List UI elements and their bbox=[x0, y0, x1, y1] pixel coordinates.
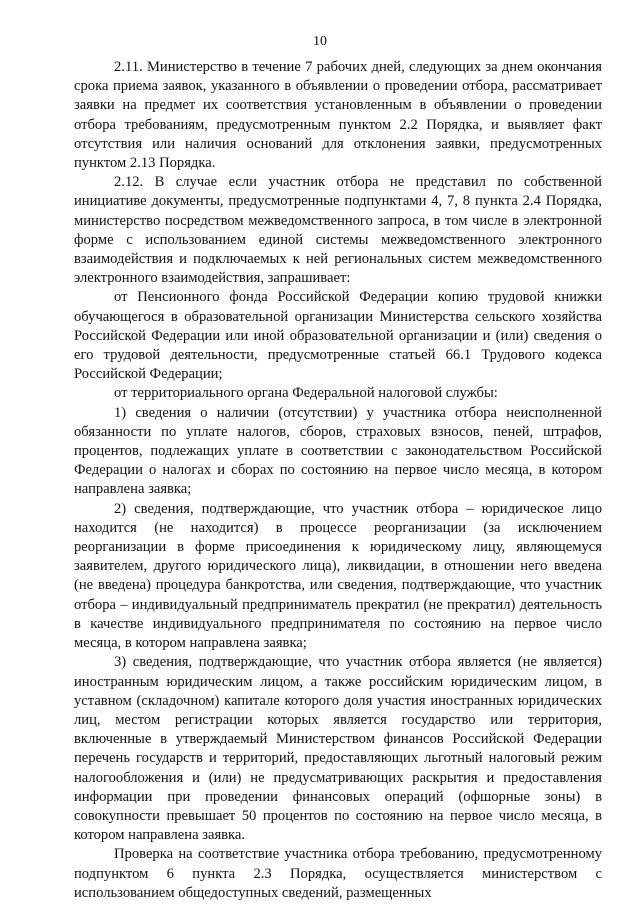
list-item-2-reorganization: 2) сведения, подтверждающие, что участник отбора – юридическое лицо находится (не находится) в процессе реорганизации (за исключением реорганизации в форме присоединения к юридическому лицу, являющемуся заявителем, другого юридического лица), ликвидации, в отношении него введена (не введена) процедура банкротства, или сведения, подтверждающие, что участник отбора – индивидуальный предприниматель прекратил (не прекратил) деятельность в качестве индивидуального предпринимателя по состоянию на первое число месяца, в котором направлена заявка; bbox=[74, 500, 602, 652]
paragraph-tax-service-intro: от территориального органа Федеральной налоговой службы: bbox=[114, 385, 498, 402]
list-item-1-tax-debt: 1) сведения о наличии (отсутствии) у участника отбора неисполненной обязанности по уплате налогов, сборов, страховых взносов, пеней, штрафов, процентов, подлежащих уплате в соответствии с законодательством Российской Федерации о налогах и сборах по состоянию на первое число месяца, в котором направлена заявка; bbox=[74, 404, 602, 498]
list-item-3-foreign-entity: 3) сведения, подтверждающие, что участник отбора является (не является) иностранным юридическим лицом, а также российским юридическим лицом, в уставном (складочном) капитале которого доля участия иностранных юридических лиц, местом регистрации которых является государство или территория, включенные в утверждаемый Министерством финансов Российской Федерации перечень государств и территорий, предоставляющих льготный налоговый режим налогообложения и (или) не предусматривающих раскрытия и предоставления информации при проведении финансовых операций (офшорные зоны) в совокупности превышает 50 процентов по состоянию на первое число месяца, в котором направлена заявка. bbox=[74, 654, 602, 844]
paragraph-2-11: 2.11. Министерство в течение 7 рабочих дней, следующих за днем окончания срока приема заявок, указанного в объявлении о проведении отбора, рассматривает заявки на предмет их соответствия установленным в объявлении о проведении отбора требованиям, предусмотренным пунктом 2.2 Порядка, и выявляет факт отсутствия или наличия оснований для отклонения заявки, предусмотренных пунктом 2.13 Порядка. bbox=[74, 59, 602, 172]
page-number: 10 bbox=[313, 34, 327, 49]
paragraph-pension-fund-request: от Пенсионного фонда Российской Федерации копию трудовой книжки обучающегося в образовательной организации Министерства сельского хозяйства Российской Федерации или иной образовательной организации и (или) сведения о его трудовой деятельности, предусмотренные статьей 66.1 Трудового кодекса Российской Федерации; bbox=[74, 289, 602, 383]
document-body bbox=[74, 58, 602, 903]
paragraph-2-12: 2.12. В случае если участник отбора не представил по собственной инициативе документы, предусмотренные подпунктами 4, 7, 8 пункта 2.4 Порядка, министерство посредством межведомственного запроса, в том числе в электронной форме с использованием единой системы межведомственного электронного взаимодействия и подключаемых к ней региональных систем межведомственного электронного взаимодействия, запрашивает: bbox=[74, 174, 602, 287]
paragraph-verification: Проверка на соответствие участника отбора требованию, предусмотренному подпунктом 6 пункта 2.3 Порядка, осуществляется министерством с использованием общедоступных сведений, размещенных bbox=[74, 846, 602, 901]
